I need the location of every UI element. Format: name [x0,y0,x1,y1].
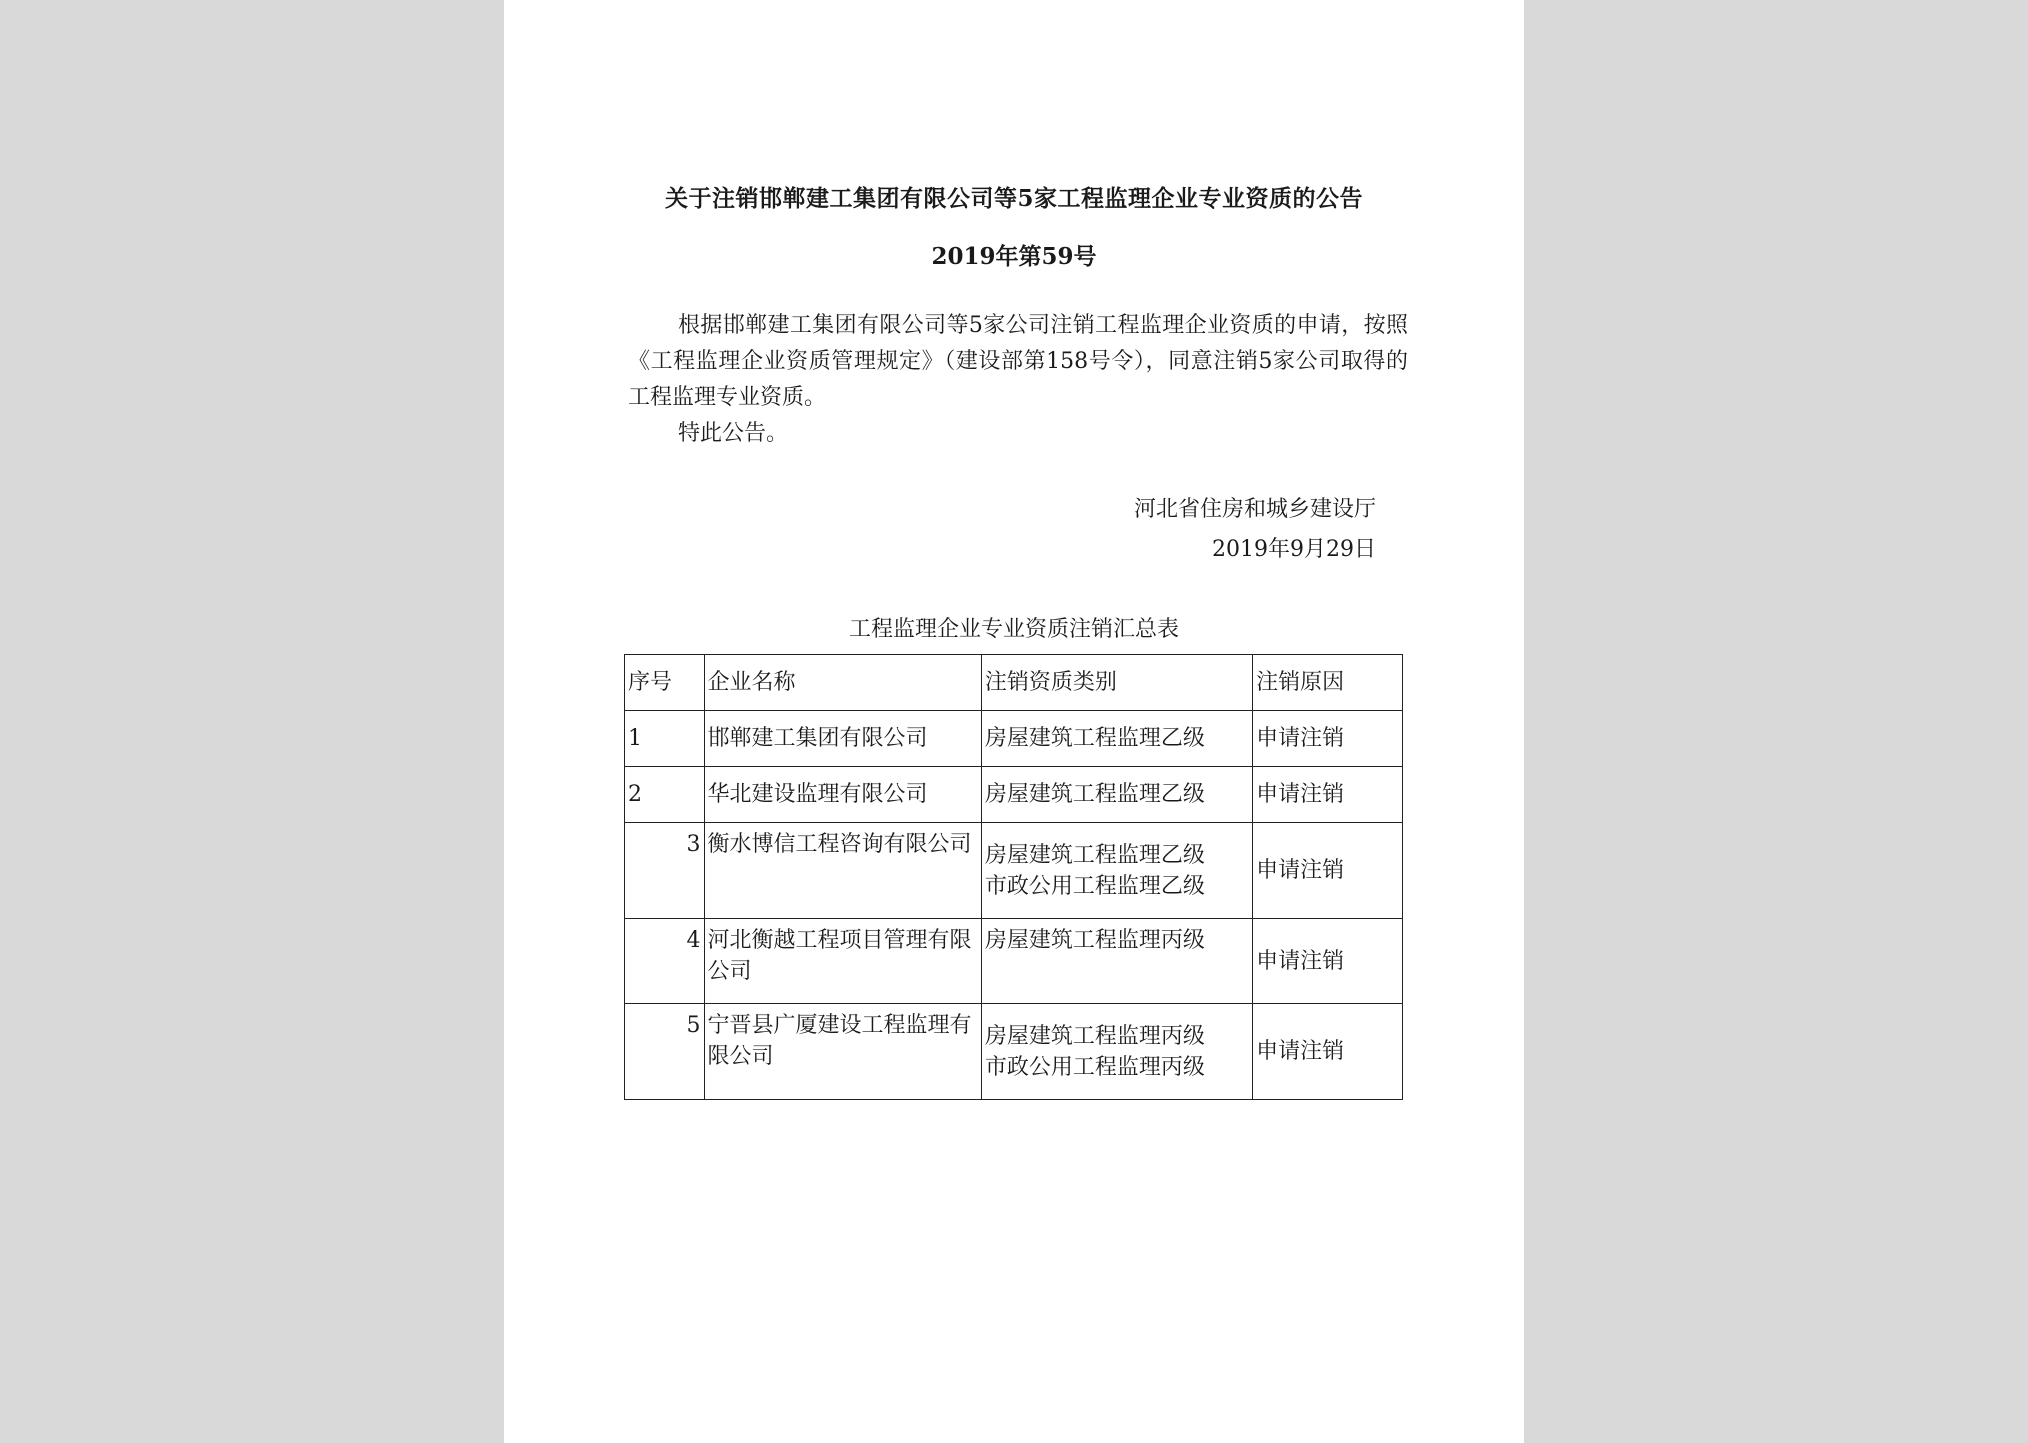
cell-reason: 申请注销 [1253,823,1403,919]
header-cell-type: 注销资质类别 [981,655,1252,711]
table-row [625,1004,1403,1100]
table-row [625,711,1403,767]
cell-reason: 申请注销 [1253,919,1403,1004]
qualification-line: 市政公用工程监理乙级 [984,873,1205,899]
cell-no: 2 [625,767,705,823]
issuing-authority: 河北省住房和城乡建设厅 [1133,497,1376,522]
cell-company-name: 邯郸建工集团有限公司 [704,711,981,767]
cell-qualification-type [981,1004,1252,1100]
cell-company-name: 衡水博信工程咨询有限公司 [704,823,981,919]
table-header-row [625,655,1403,711]
cell-no: 1 [625,711,705,767]
revocation-summary-table [624,654,1403,1100]
cell-reason: 申请注销 [1253,711,1403,767]
document-number: 2019年第59号 [931,243,1097,270]
document-page [504,0,1524,1443]
header-cell-reason: 注销原因 [1253,655,1403,711]
table-title: 工程监理企业专业资质注销汇总表 [848,617,1179,642]
issue-date: 2019年9月29日 [1212,537,1376,562]
cell-reason: 申请注销 [1253,767,1403,823]
cell-company-name: 华北建设监理有限公司 [704,767,981,823]
table-row [625,919,1403,1004]
cell-no: 5 [625,1004,705,1100]
cell-qualification-type: 房屋建筑工程监理乙级 [981,767,1252,823]
cell-qualification-type: 房屋建筑工程监理丙级 [981,919,1252,1004]
cell-qualification-type: 房屋建筑工程监理乙级 [981,711,1252,767]
document-title: 关于注销邯郸建工集团有限公司等5家工程监理企业专业资质的公告 [664,185,1363,212]
body-paragraph: 根据邯郸建工集团有限公司等5家公司注销工程监理企业资质的申请，按照《工程监理企业资质管理规定》（建设部第158号令），同意注销5家公司取得的工程监理专业资质。 [628,313,1408,410]
cell-company-name: 河北衡越工程项目管理有限公司 [704,919,981,1004]
qualification-line: 房屋建筑工程监理乙级 [984,842,1205,868]
table-row [625,767,1403,823]
cell-no: 4 [625,919,705,1004]
qualification-line: 房屋建筑工程监理丙级 [984,1023,1205,1049]
header-cell-name: 企业名称 [704,655,981,711]
cell-company-name: 宁晋县广厦建设工程监理有限公司 [704,1004,981,1100]
cell-qualification-type [981,823,1252,919]
cell-reason: 申请注销 [1253,1004,1403,1100]
qualification-line: 市政公用工程监理丙级 [984,1054,1205,1080]
cell-no: 3 [625,823,705,919]
header-cell-no: 序号 [625,655,705,711]
closing-paragraph: 特此公告。 [678,421,789,446]
document-body [628,308,1408,452]
table-row [625,823,1403,919]
